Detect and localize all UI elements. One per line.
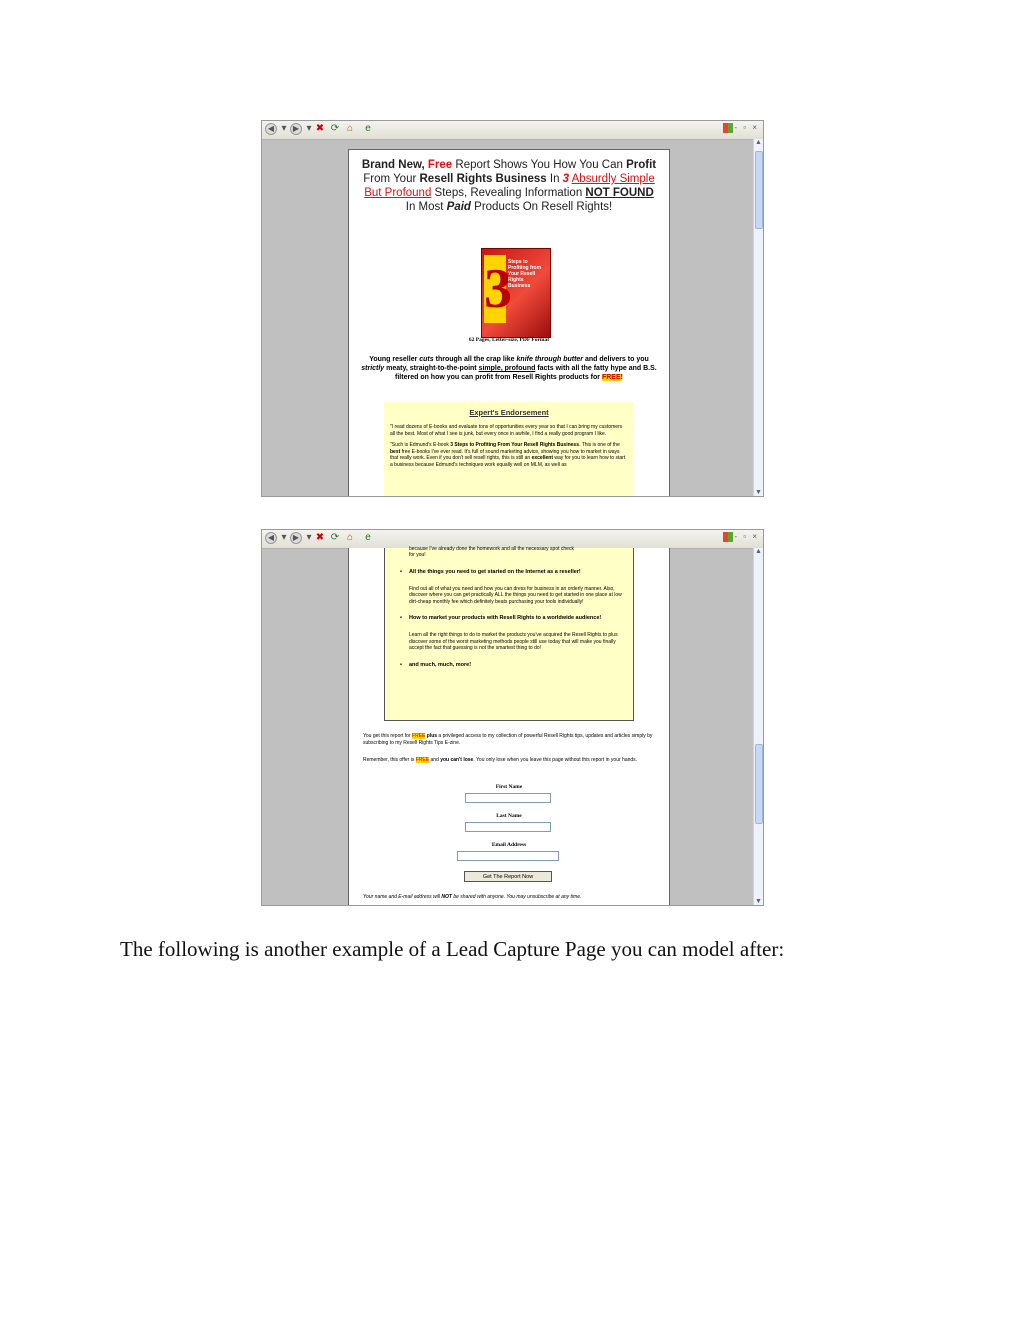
last-name-input[interactable]: [465, 822, 551, 832]
scroll-thumb[interactable]: [755, 151, 763, 229]
lead-text: !: [620, 374, 623, 381]
privacy-text: be shared with anyone. You may unsubscribe at any time.: [451, 894, 582, 900]
ie-icon[interactable]: e: [365, 532, 371, 543]
ie-icon[interactable]: e: [365, 123, 371, 134]
lead-text: simple, profound: [478, 365, 536, 372]
benefit-title: • and much, much, more!: [385, 662, 633, 669]
headline-text: Steps, Revealing Information: [431, 187, 586, 199]
first-name-label: First Name: [495, 784, 523, 790]
page-headline: [359, 158, 659, 214]
forward-icon[interactable]: ▶: [290, 123, 302, 135]
refresh-icon[interactable]: ⟳: [330, 532, 340, 543]
dropdown-icon[interactable]: ▾: [306, 532, 312, 543]
document-caption: The following is another example of a Lead Capture Page you can model after:: [120, 937, 785, 961]
refresh-icon[interactable]: ⟳: [330, 123, 340, 134]
headline-steps-link[interactable]: Absurdly Simple But Profound: [364, 173, 655, 199]
stop-icon[interactable]: ✖: [315, 123, 325, 134]
dropdown-icon[interactable]: ▾: [306, 123, 312, 134]
forward-icon[interactable]: ▶: [290, 532, 302, 544]
privacy-text: NOT: [441, 894, 452, 900]
email-input[interactable]: [457, 851, 559, 861]
headline-text: In: [546, 173, 563, 185]
para-text: You get this report for: [363, 733, 413, 739]
endorsement-box: [384, 402, 634, 497]
headline-profit: Profit: [626, 159, 657, 171]
web-page: [348, 548, 670, 906]
benefit-title: • All the things you need to get started on the Internet as a reseller!: [385, 569, 633, 576]
scroll-thumb[interactable]: [755, 744, 763, 824]
para-text: Remember, this offer is: [363, 757, 416, 763]
cut-off-line: for you!: [409, 552, 426, 558]
web-page: [348, 149, 670, 497]
benefit-desc: Learn all the right things to do to market the products you've acquired the Resell Rights to plus discover some of the worst marketing methods people still use today that will make you finally accept the fact that guessing is not the smartest thing to do!: [409, 632, 618, 651]
ebook-title: Steps to Profiting from Your Resell Rights Business: [508, 259, 542, 289]
quote-text: "Such is Edmund's E-book: [390, 442, 451, 448]
headline-free: Free: [427, 159, 453, 171]
para-text: plus: [426, 733, 438, 739]
free-highlight: FREE: [415, 757, 430, 763]
headline-text: Brand New,: [361, 159, 428, 171]
dropdown-icon[interactable]: ▾: [281, 532, 287, 543]
lead-text: facts with all the fatty hype and B.S. filtered on how you can profit from Resell Rights products for: [395, 365, 657, 381]
quote-text: 3 Steps to Profiting From Your Resell Rights Business: [450, 442, 579, 448]
headline-rrb: Resell Rights Business: [419, 173, 547, 185]
benefit-desc: Find out all of what you need and how you can dress for business in an orderly manner. Also, discover where you can get practically ALL the things you need to get started in one place at low dirt-cheap monthly fee which definitely beats purchasing your tools individually!: [409, 585, 622, 605]
benefits-box: [384, 548, 634, 721]
vertical-scrollbar[interactable]: [753, 548, 763, 905]
ebook-cover: [481, 248, 551, 338]
back-icon[interactable]: ◀: [265, 123, 277, 135]
lead-text: through all the crap like: [433, 356, 517, 363]
para-text: . You only lose when you leave this page without this report in your hands.: [473, 757, 638, 763]
scroll-up-icon[interactable]: ▲: [755, 139, 762, 146]
endorsement-title: Expert's Endorsement: [469, 408, 549, 417]
scroll-up-icon[interactable]: ▲: [755, 548, 762, 555]
lead-text: strictly: [361, 365, 385, 372]
windows-flag-icon: [723, 123, 733, 133]
ebook-caption: 62 Pages, Letter-size, PDF Format: [468, 337, 550, 343]
lead-text: cuts: [419, 356, 434, 363]
lead-text: Young reseller: [369, 356, 420, 363]
endorsement-quote-1: "I read dozens of E-books and evaluate tons of opportunities every year so that I can bring my customers all the best. Most of what I see is junk, but every once in awhile, I find a really good program I like.: [390, 424, 623, 437]
lead-paragraph: [361, 355, 657, 382]
lead-text: meaty, straight-to-the-point: [384, 365, 479, 372]
endorsement-quote-2: [384, 442, 634, 468]
privacy-note: [363, 894, 655, 901]
lead-free-highlight: FREE: [601, 374, 621, 381]
home-icon[interactable]: ⌂: [346, 532, 354, 543]
headline-paid: Paid: [446, 201, 471, 213]
quote-text: . This is one of the: [579, 442, 620, 448]
benefit-title: • How to market your products with Resell Rights to a worldwide audience!: [385, 615, 633, 622]
browser-screenshot-2: [261, 529, 764, 906]
scroll-down-icon[interactable]: ▼: [755, 898, 762, 905]
first-name-input[interactable]: [465, 793, 551, 803]
subscribe-paragraph: [363, 733, 655, 746]
quote-text: way for you to learn how to start a business because Edmund's techniques work equally well on MLM, as well as: [390, 455, 626, 468]
free-highlight: FREE: [412, 733, 426, 739]
windows-flag-icon: [723, 532, 733, 542]
para-text: a privileged access to my collection of powerful Resell Rights tips, updates and articles simply by subscribing to my Resell Rights Tips E-zine.: [363, 733, 653, 746]
headline-three: 3: [562, 173, 570, 185]
headline-text: Report Shows You How You Can: [452, 159, 627, 171]
privacy-text: Your name and E-mail address will: [363, 894, 442, 900]
stop-icon[interactable]: ✖: [315, 532, 325, 543]
offer-paragraph: [363, 757, 655, 764]
vertical-scrollbar[interactable]: [753, 139, 763, 496]
quote-text: best: [390, 448, 401, 455]
scroll-down-icon[interactable]: ▼: [755, 489, 762, 496]
quote-text: excellent: [531, 455, 553, 461]
headline-text: In Most: [405, 201, 447, 213]
lead-text: and delivers to you: [583, 356, 649, 363]
cut-off-line: because I've already done the homework and all the necessary spot check: [409, 546, 574, 552]
headline-text: Products On Resell Rights!: [470, 201, 613, 213]
headline-notfound: NOT FOUND: [585, 187, 654, 199]
browser-screenshot-1: [261, 120, 764, 497]
browser-toolbar: [262, 121, 763, 140]
ebook-number: 3: [484, 255, 506, 323]
home-icon[interactable]: ⌂: [346, 123, 354, 134]
email-label: Email Address: [491, 842, 527, 848]
headline-text: From Your: [363, 173, 420, 185]
lead-text: knife through butter: [516, 356, 584, 363]
para-text: and: [429, 757, 441, 763]
last-name-label: Last Name: [496, 813, 522, 819]
window-controls[interactable]: - ▫ ×: [734, 532, 759, 541]
quote-text: free E-books I've ever read. It's full of sound marketing advice, showing you how to market in ways that really work. Even if you don't sell resell rights, this is still an: [390, 448, 620, 461]
get-report-button[interactable]: Get The Report Now: [464, 871, 552, 882]
para-text: you can't lose: [440, 757, 474, 763]
back-icon[interactable]: ◀: [265, 532, 277, 544]
dropdown-icon[interactable]: ▾: [281, 123, 287, 134]
window-controls[interactable]: - ▫ ×: [734, 123, 759, 132]
